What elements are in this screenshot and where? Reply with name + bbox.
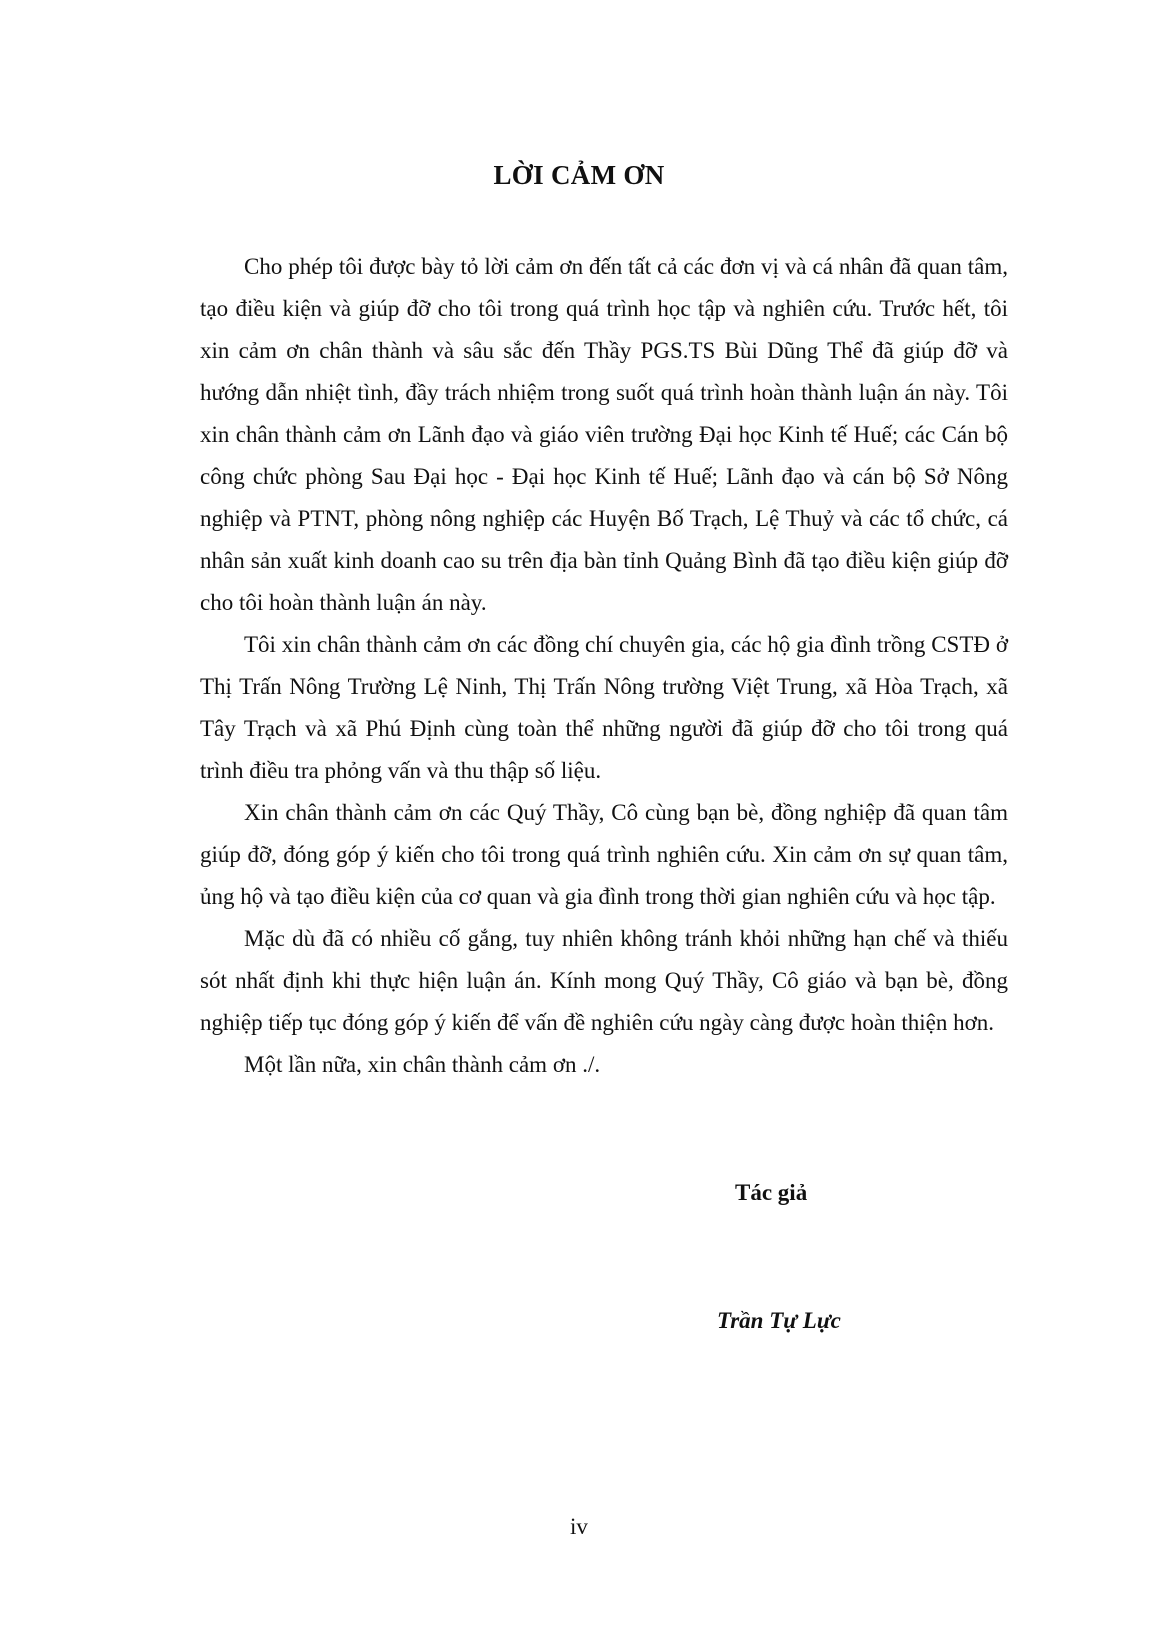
page-number: iv [570,1514,588,1539]
paragraph-3: Xin chân thành cảm ơn các Quý Thầy, Cô cùng bạn bè, đồng nghiệp đã quan tâm giúp đỡ, đóng góp ý kiến cho tôi trong quá trình nghiên cứu. Xin cảm ơn sự quan tâm, ủng hộ và tạo điều kiện của cơ quan và gia đình trong thời gian nghiên cứu và học tập. [200,800,1008,909]
author-name: Trần Tự Lực [717,1308,841,1333]
paragraph-5: Một lần nữa, xin chân thành cảm ơn ./. [244,1052,601,1077]
paragraph-2: Tôi xin chân thành cảm ơn các đồng chí chuyên gia, các hộ gia đình trồng CSTĐ ở Thị Trấn Nông Trường Lệ Ninh, Thị Trấn Nông trường Việt Trung, xã Hòa Trạch, xã Tây Trạch và xã Phú Định cùng toàn thể những người đã giúp đỡ cho tôi trong quá trình điều tra phỏng vấn và thu thập số liệu. [200,632,1008,783]
page-title: LỜI CẢM ƠN [493,160,665,190]
paragraph-4: Mặc dù đã có nhiều cố gắng, tuy nhiên không tránh khỏi những hạn chế và thiếu sót nhất định khi thực hiện luận án. Kính mong Quý Thầy, Cô giáo và bạn bè, đồng nghiệp tiếp tục đóng góp ý kiến để vấn đề nghiên cứu ngày càng được hoàn thiện hơn. [200,926,1008,1035]
paragraph-1: Cho phép tôi được bày tỏ lời cảm ơn đến tất cả các đơn vị và cá nhân đã quan tâm, tạo điều kiện và giúp đỡ cho tôi trong quá trình học tập và nghiên cứu. Trước hết, tôi xin cảm ơn chân thành và sâu sắc đến Thầy PGS.TS Bùi Dũng Thể đã giúp đỡ và hướng dẫn nhiệt tình, đầy trách nhiệm trong suốt quá trình hoàn thành luận án này. Tôi xin chân thành cảm ơn Lãnh đạo và giáo viên trường Đại học Kinh tế Huế; các Cán bộ công chức phòng Sau Đại học - Đại học Kinh tế Huế; Lãnh đạo và cán bộ Sở Nông nghiệp và PTNT, phòng nông nghiệp các Huyện Bố Trạch, Lệ Thuỷ và các tổ chức, cá nhân sản xuất kinh doanh cao su trên địa bàn tỉnh Quảng Bình đã tạo điều kiện giúp đỡ cho tôi hoàn thành luận án này. [200,254,1008,615]
author-role: Tác giả [735,1180,808,1205]
acknowledgement-body [200,246,1008,1086]
